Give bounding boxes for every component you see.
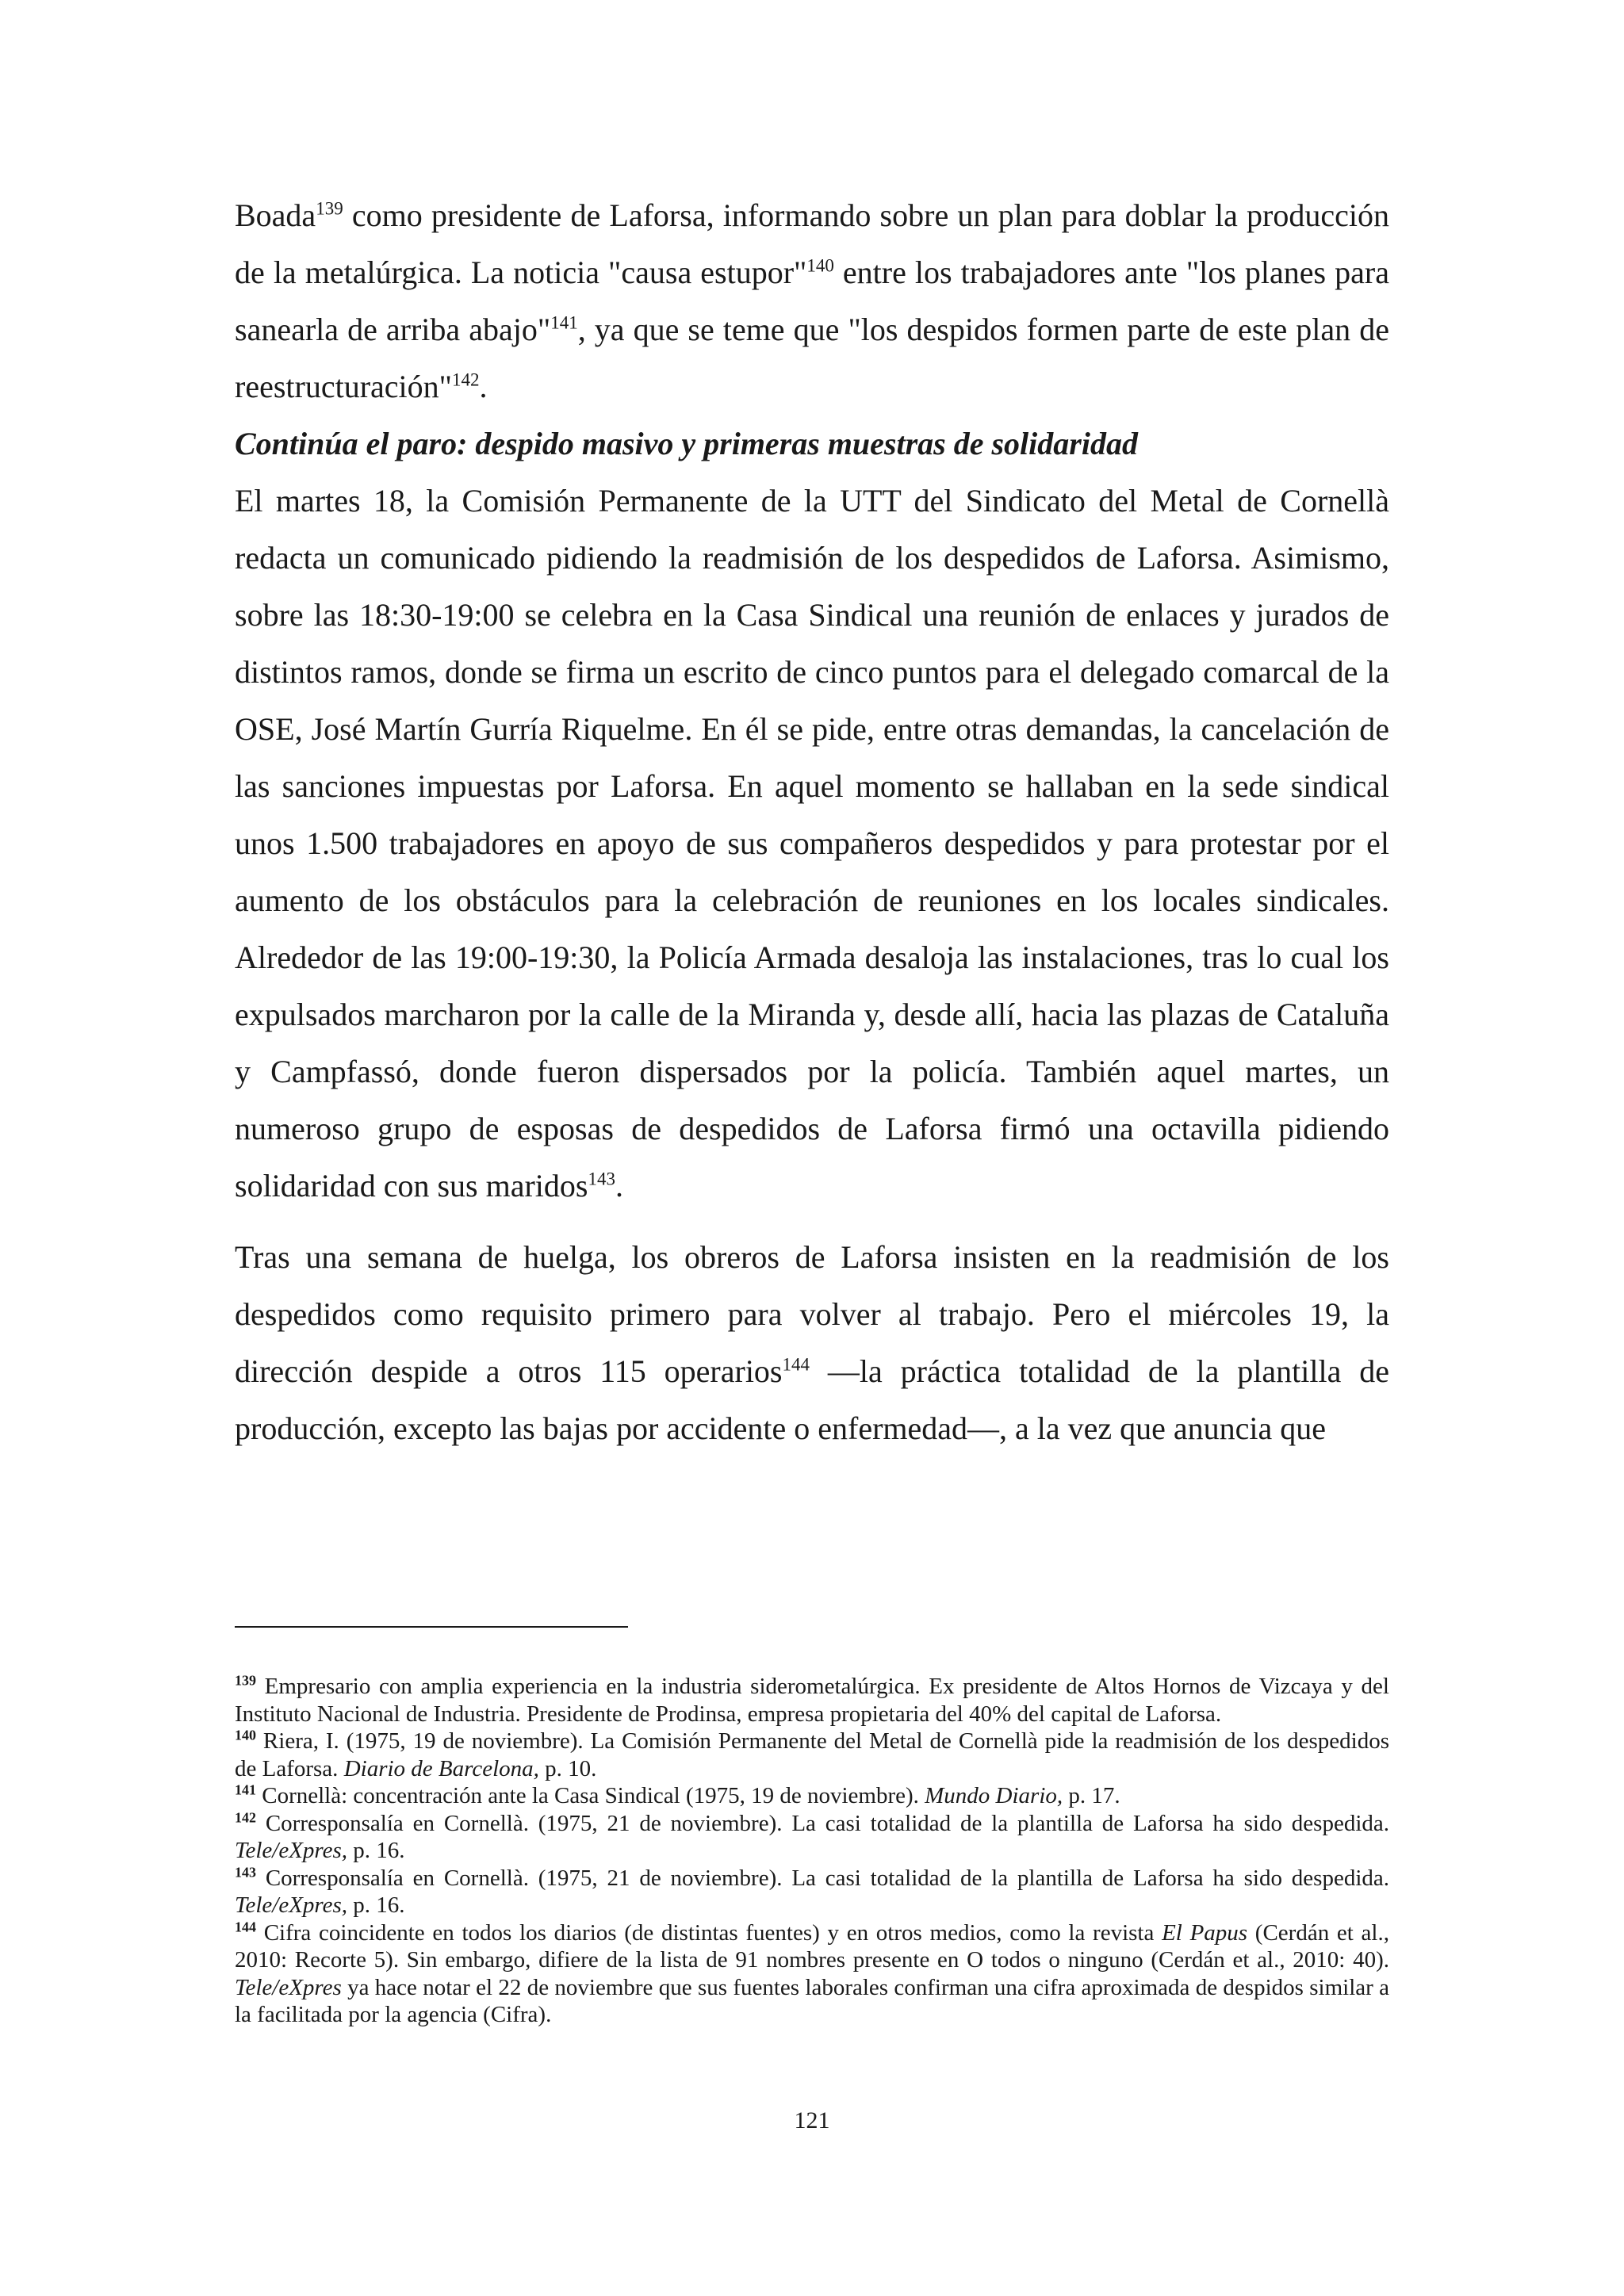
footnote-142	[235, 1810, 1389, 1865]
publication-title: Tele/eXpres	[235, 1974, 342, 2000]
text-run: Tras una semana de huelga, los obreros de Laforsa insisten en la readmisión de los despedidos como requisito primero para volver al trabajo. Pero el miércoles 19, la dirección despide a otros 115 operarios	[235, 1239, 1389, 1389]
footnote-text: p. 16.	[347, 1838, 405, 1863]
footnote-text: Corresponsalía en Cornellà. (1975, 21 de noviembre). La casi totalidad de la plantilla de Laforsa ha sido despedida.	[256, 1810, 1389, 1836]
publication-title: Mundo Diario,	[925, 1783, 1063, 1808]
footnote-number: 143	[235, 1863, 256, 1880]
footnote-141	[235, 1782, 1389, 1810]
paragraph-2	[235, 473, 1389, 1215]
text-run: , ya que se teme que "los despidos formen parte de este plan de reestructuración"	[235, 312, 1389, 404]
main-text	[235, 187, 1389, 1457]
text-run: como presidente de Laforsa, informando sobre un plan para doblar la producción de la metalúrgica. La noticia "causa estupor"	[235, 197, 1389, 290]
footnote-text: ya hace notar el 22 de noviembre que sus fuentes laborales confirman una cifra aproximada de despidos similar a la facilitada por la agencia (Cifra).	[235, 1974, 1389, 2027]
footnote-number: 142	[235, 1808, 256, 1825]
text-run: Boada	[235, 197, 316, 233]
footnote-text: (Cerdán et al., 2010: Recorte 5). Sin embargo, difiere de la lista de 91 nombres presente en O todos o ninguno (Cerdán et al., 2010: 40).	[235, 1919, 1389, 1973]
text-run: .	[615, 1168, 623, 1203]
section-heading: Continúa el paro: despido masivo y primeras muestras de solidaridad	[235, 426, 1138, 461]
footnote-ref-139[interactable]: 139	[316, 198, 343, 219]
footnote-text: Empresario con amplia experiencia en la industria siderometalúrgica. Ex presidente de Altos Hornos de Vizcaya y del Instituto Nacional de Industria. Presidente de Prodinsa, empresa propietaria del 40% del capital de Laforsa.	[235, 1674, 1389, 1727]
footnote-text: Cornellà: concentración ante la Casa Sindical (1975, 19 de noviembre).	[256, 1783, 925, 1808]
footnote-ref-141[interactable]: 141	[550, 312, 578, 333]
footnote-ref-144[interactable]: 144	[782, 1354, 810, 1375]
text-run: .	[479, 369, 488, 404]
footnote-139	[235, 1673, 1389, 1728]
footnote-text: Cifra coincidente en todos los diarios (de distintas fuentes) y en otros medios, como la revista	[256, 1919, 1162, 1946]
publication-title: Diario de Barcelona,	[343, 1755, 539, 1781]
footnote-text: p. 16.	[347, 1892, 405, 1918]
paragraph-1	[235, 187, 1389, 415]
footnote-ref-140[interactable]: 140	[806, 255, 834, 276]
footnote-number: 139	[235, 1672, 256, 1689]
footnotes	[235, 1673, 1389, 2029]
footnote-ref-142[interactable]: 142	[451, 369, 480, 390]
footnote-143	[235, 1865, 1389, 1919]
paragraph-3	[235, 1229, 1389, 1457]
publication-title: El Papus	[1162, 1919, 1248, 1946]
footnote-ref-143[interactable]: 143	[588, 1169, 615, 1189]
footnote-144	[235, 1919, 1389, 2029]
footnote-text: Riera, I. (1975, 19 de noviembre). La Comisión Permanente del Metal de Cornellà pide la readmisión de los despedidos de Laforsa.	[235, 1728, 1389, 1781]
publication-title: Tele/eXpres,	[235, 1892, 348, 1918]
footnote-separator	[235, 1626, 628, 1628]
footnote-number: 144	[235, 1918, 256, 1934]
footnote-text: Corresponsalía en Cornellà. (1975, 21 de noviembre). La casi totalidad de la plantilla de Laforsa ha sido despedida.	[256, 1865, 1389, 1891]
text-run: —la práctica totalidad de la plantilla de producción, excepto las bajas por accidente o enfermedad—, a la vez que anuncia que	[235, 1353, 1390, 1446]
footnote-number: 140	[235, 1727, 256, 1743]
footnote-text: p. 17.	[1063, 1783, 1120, 1808]
text-run: El martes 18, la Comisión Permanente de la UTT del Sindicato del Metal de Cornellà redacta un comunicado pidiendo la readmisión de los despedidos de Laforsa. Asimismo, sobre las 18:30-19:00 se celebra en la Casa Sindical una reunión de enlaces y jurados de distintos ramos, donde se firma un escrito de cinco puntos para el delegado comarcal de la OSE, José Martín Gurría Riquelme. En él se pide, entre otras demandas, la cancelación de las sanciones impuestas por Laforsa. En aquel momento se hallaban en la sede sindical unos 1.500 trabajadores en apoyo de sus compañeros despedidos y para protestar por el aumento de los obstáculos para la celebración de reuniones en los locales sindicales. Alrededor de las 19:00-19:30, la Policía Armada desaloja las instalaciones, tras lo cual los expulsados marcharon por la calle de la Miranda y, desde allí, hacia las plazas de Cataluña y Campfassó, donde fueron dispersados por la policía. También aquel martes, un numeroso grupo de esposas de despedidos de Laforsa firmó una octavilla pidiendo solidaridad con sus maridos	[235, 483, 1389, 1203]
footnote-number: 141	[235, 1781, 256, 1798]
page-number: 121	[794, 2107, 830, 2133]
footnote-140	[235, 1728, 1389, 1782]
publication-title: Tele/eXpres,	[235, 1838, 348, 1863]
text-run: entre los trabajadores ante "los planes para sanearla de arriba abajo"	[235, 254, 1389, 347]
footnote-text: p. 10.	[538, 1755, 597, 1781]
